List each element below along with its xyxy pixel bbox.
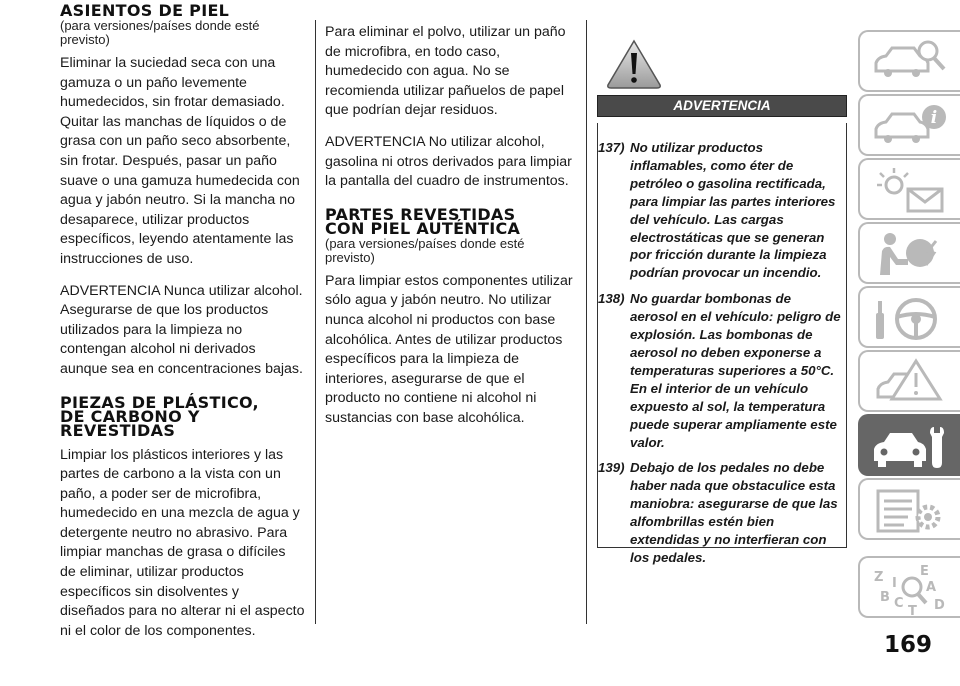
section-title-line: DE CARBONO Y xyxy=(60,406,200,426)
section-subtitle: (para versiones/países donde esté previsto) xyxy=(60,18,260,47)
svg-text:B: B xyxy=(880,590,890,605)
section-title-leather-seats: ASIENTOS DE PIEL xyxy=(60,1,230,20)
tab-technical-data[interactable] xyxy=(858,478,960,540)
svg-text:D: D xyxy=(934,598,945,613)
paragraph: Para eliminar el polvo, utilizar un paño de microfibra, en todo caso, humedecido con agua. No se recomienda utilizar pañuelos de papel que podrían dejar residuos. xyxy=(325,24,566,119)
section-title-genuine-leather xyxy=(325,204,575,238)
section-title-line: PARTES REVESTIDAS xyxy=(325,204,516,224)
svg-text:T: T xyxy=(908,604,917,619)
svg-text:C: C xyxy=(894,596,904,611)
svg-text:I: I xyxy=(892,576,897,591)
warning-triangle-icon xyxy=(605,38,663,90)
tab-safety-lights[interactable] xyxy=(858,158,960,220)
warning-item-number: 139) xyxy=(598,460,625,476)
warning-item xyxy=(598,459,842,566)
warning-item-text: Debajo de los pedales no debe haber nada que obstaculice esta maniobra: asegurarse de que las alfombrillas estén bien extendidas y no interfieran con los pedales. xyxy=(630,460,838,565)
svg-text:Z: Z xyxy=(874,570,884,585)
alphabet-index-search-icon xyxy=(868,563,952,619)
steering-wheel-tools-icon xyxy=(868,293,952,343)
page-number: 169 xyxy=(884,632,933,658)
paragraph: Para limpiar estos componentes utilizar sólo agua y jabón neutro. No utilizar nunca alcohol ni productos con base alcohólica. Antes de utilizar productos específicos para la limpieza de interiores, asegurarse de que el producto no contiene ni alcohol ni sustancias con base alcohólica. xyxy=(325,272,573,426)
paragraph-warning-note: ADVERTENCIA No utilizar alcohol, gasolina ni otros derivados para limpiar la pantalla del cuadro de instrumentos. xyxy=(325,133,572,190)
warning-banner: ADVERTENCIA xyxy=(597,95,847,117)
warning-body xyxy=(597,123,847,565)
column-divider xyxy=(315,20,316,624)
tab-safety[interactable] xyxy=(858,222,960,284)
warning-lights-envelope-icon xyxy=(868,165,952,215)
warning-item-number: 137) xyxy=(598,140,625,155)
tab-emergency[interactable] xyxy=(858,350,960,412)
middle-column xyxy=(325,0,575,441)
car-search-icon xyxy=(868,37,952,87)
tab-knowing-car[interactable] xyxy=(858,30,960,92)
warning-item-number: 138) xyxy=(598,291,625,307)
airbag-passenger-icon xyxy=(868,229,952,279)
car-wrench-icon xyxy=(868,421,952,471)
section-title-line: CON PIEL AUTÉNTICA xyxy=(325,218,521,238)
warning-item-text: No guardar bombonas de aerosol en el vehículo: peligro de explosión. Las bombonas de aerosol no deben exponerse a temperaturas superiores a 50°C. En el interior de un vehículo expuesto al sol, la temperatura puede superar ampliamente este valor. xyxy=(630,291,841,450)
svg-text:i: i xyxy=(930,108,938,128)
car-info-icon xyxy=(868,101,952,151)
tab-maintenance-care[interactable] xyxy=(858,414,960,476)
car-crash-warning-icon xyxy=(868,357,952,407)
spec-sheet-gear-icon xyxy=(868,485,952,535)
section-title-plastic-parts xyxy=(60,392,305,440)
tab-starting-driving[interactable] xyxy=(858,286,960,348)
svg-text:A: A xyxy=(926,580,937,595)
warning-item xyxy=(598,290,842,451)
paragraph: Limpiar los plásticos interiores y las partes de carbono a la vista con un paño, a poder ser de microfibra, humedecido en una mezcla de agua y detergente neutro no abrasivo. Para limpiar manchas de grasa o difíciles de eliminar, utilizar productos específicos sin disolventes y diseñados para no alterar ni el aspecto ni el color de los componentes. xyxy=(60,446,305,639)
left-column xyxy=(60,0,305,653)
section-title-line: REVESTIDAS xyxy=(60,420,176,440)
tab-dashboard[interactable] xyxy=(858,94,960,156)
paragraph: Eliminar la suciedad seca con una gamuza o un paño levemente humedecidos, sin frotar demasiado. Quitar las manchas de líquidos o de grasa con un paño seco absorbente, sin frotar. Después, pasar un paño suave o una gamuza humedecida con agua y jabón neutro. Si la mancha no desaparece, utilizar productos específicos, leyendo atentamente las instrucciones de uso. xyxy=(60,55,300,267)
warning-box xyxy=(597,38,847,565)
warning-item xyxy=(598,139,842,282)
tab-index[interactable] xyxy=(858,556,960,618)
section-subtitle: (para versiones/países donde esté previsto) xyxy=(325,235,525,265)
paragraph-warning-note: ADVERTENCIA Nunca utilizar alcohol. Asegurarse de que los productos utilizados para la limpieza no contengan alcohol ni derivados aunque sea en concentraciones bajas. xyxy=(60,282,303,377)
warning-item-text: No utilizar productos inflamables, como éter de petróleo o gasolina rectificada, para limpiar las partes interiores del vehículo. Las cargas electrostáticas que se generan por fricción durante la limpieza podrían provocar un incendio. xyxy=(630,140,836,281)
svg-text:E: E xyxy=(920,564,929,579)
section-title-line: PIEZAS DE PLÁSTICO, xyxy=(60,392,259,412)
column-divider xyxy=(586,20,587,624)
